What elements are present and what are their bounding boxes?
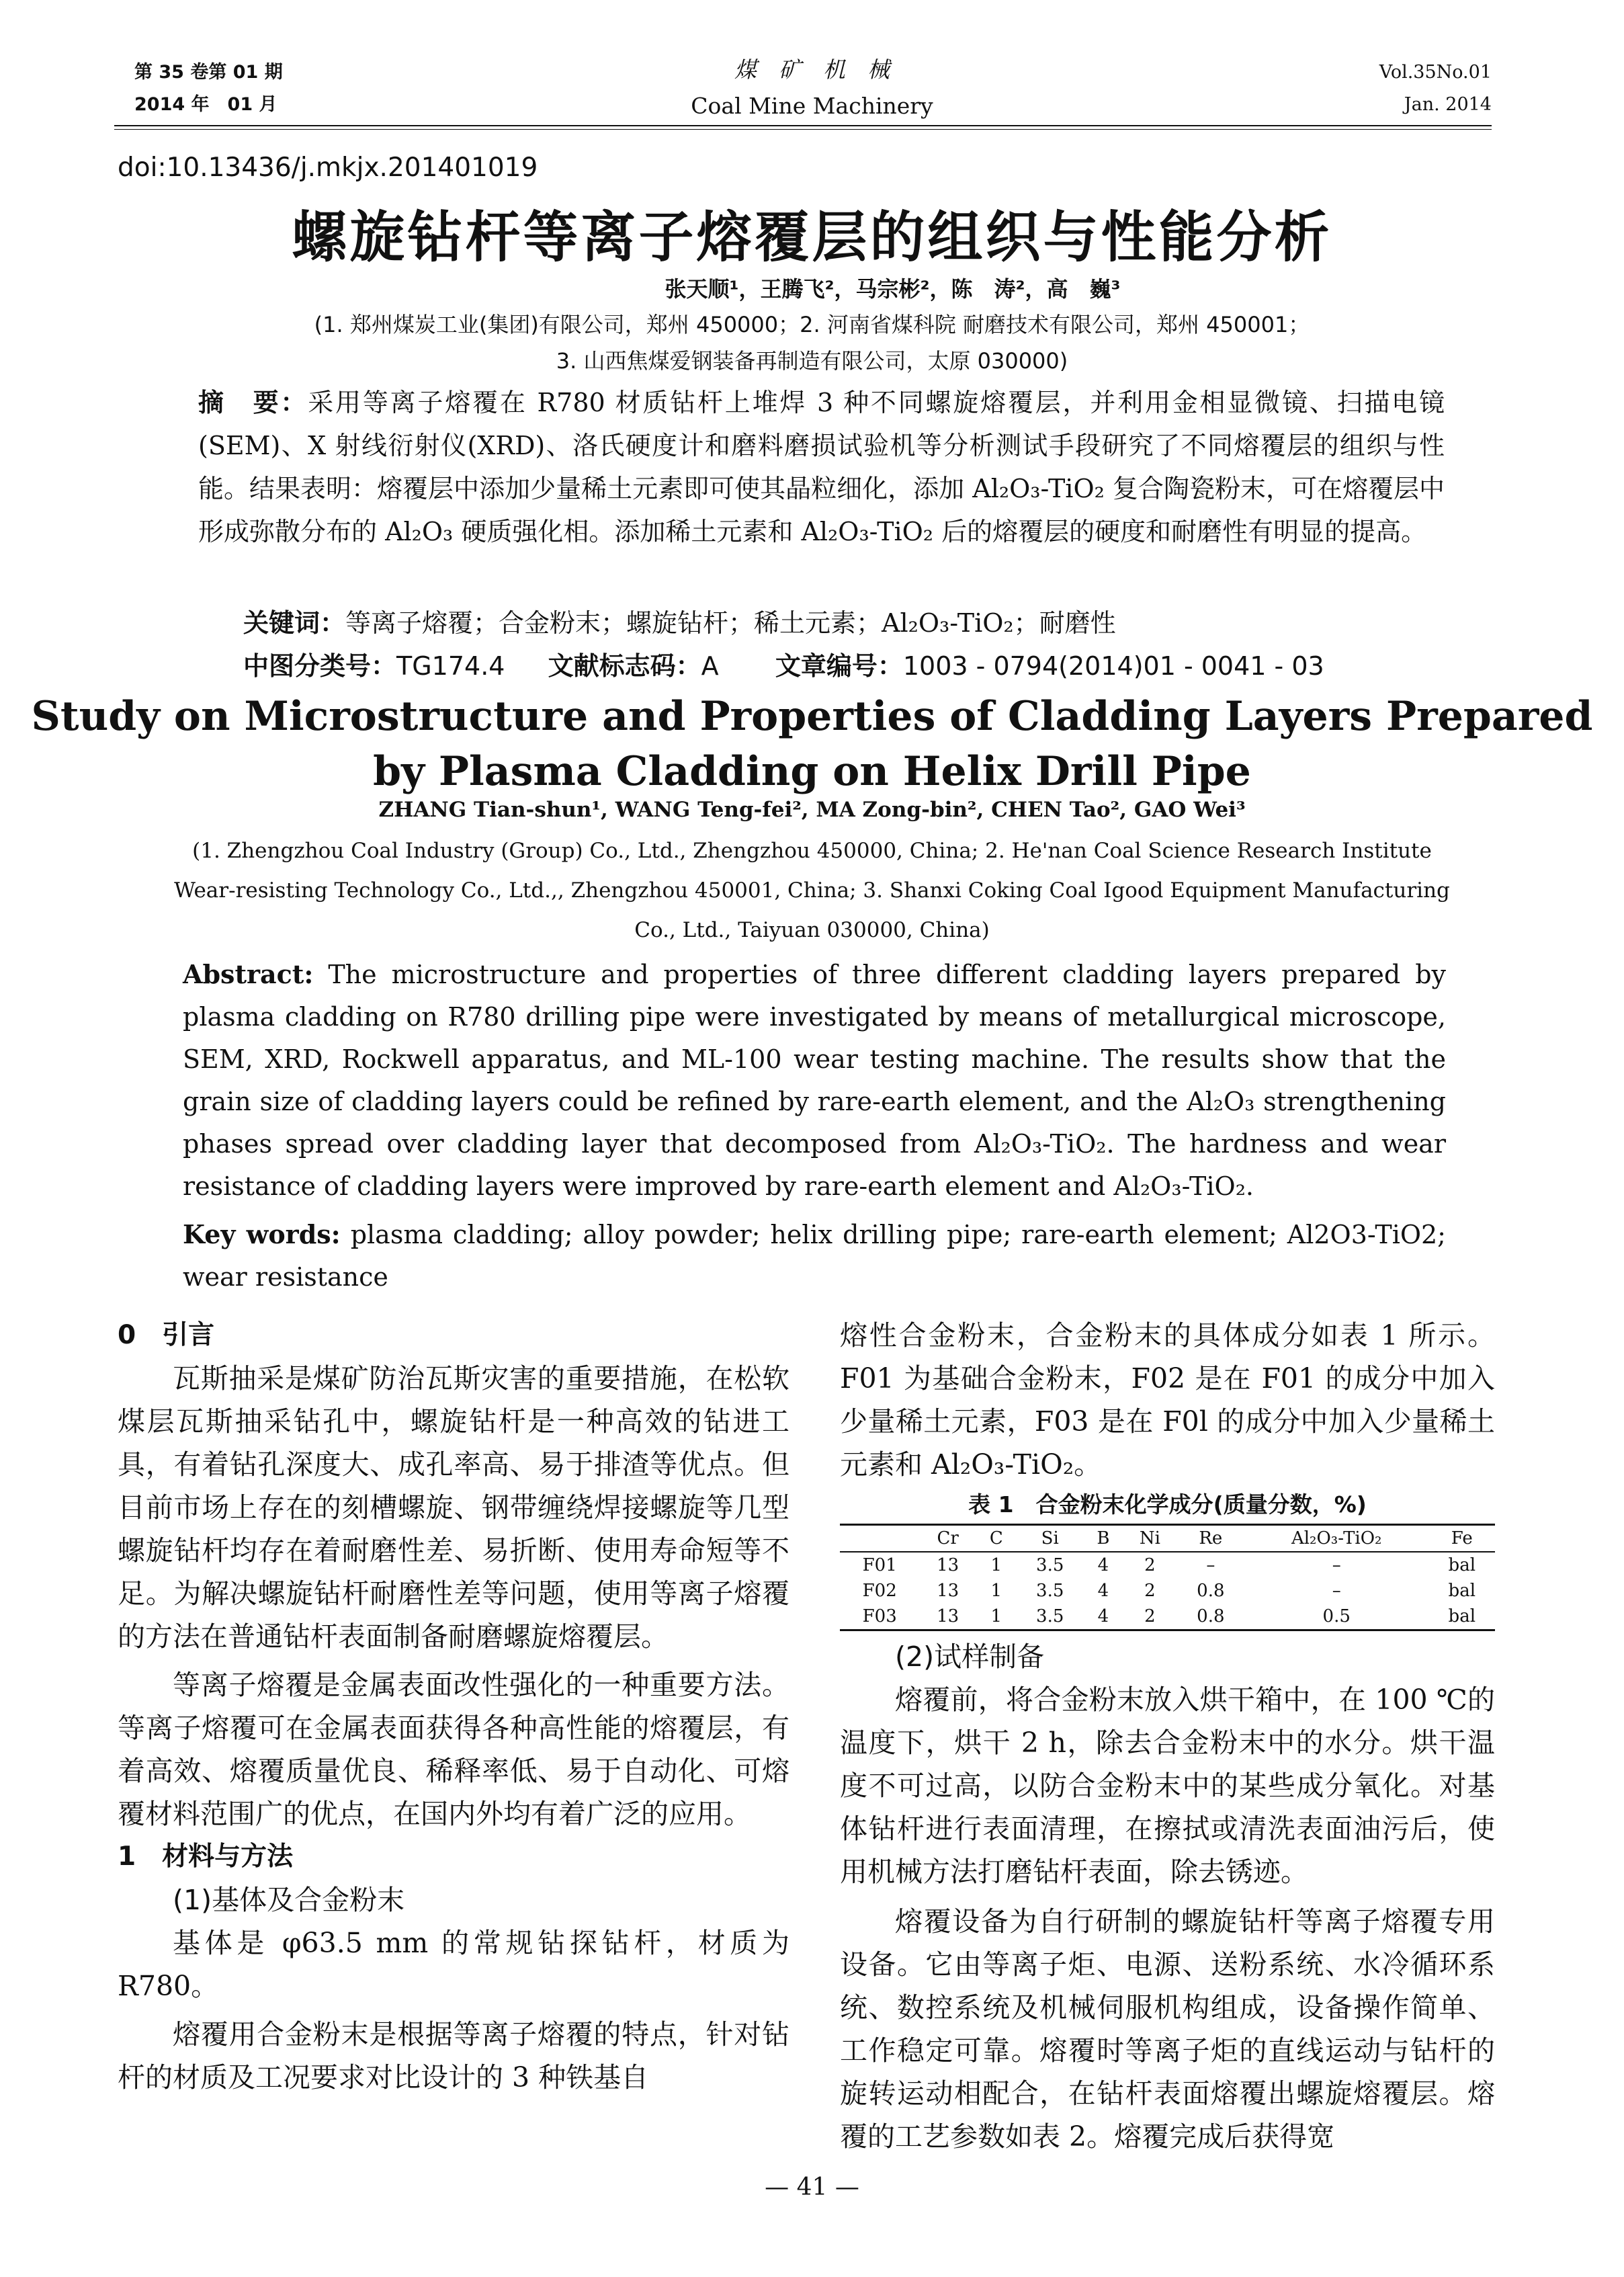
abstract-cn-label: 摘 要： (198, 388, 308, 417)
subsection-1-heading: (1)基体及合金粉末 (173, 1884, 405, 1916)
header-date-cn: 2014 年 01 月 (134, 94, 277, 115)
section-0-heading: 0 引言 (118, 1320, 215, 1350)
table-cell: 3.5 (1017, 1604, 1084, 1630)
table-header-cell: B (1084, 1525, 1123, 1552)
table-cell: 0.8 (1177, 1604, 1244, 1630)
table-cell: bal (1448, 1581, 1476, 1601)
abstract-en (183, 953, 1446, 1298)
table-cell: F01 (862, 1555, 897, 1575)
table-cell: 13 (937, 1555, 959, 1575)
affiliation-en-line-3: Co., Ltd., Taiyuan 030000, China) (634, 918, 990, 942)
doc-code-label: 文献标志码： (548, 651, 701, 681)
table-cell: 0.8 (1197, 1581, 1225, 1601)
paragraph-sample-prep: 熔覆前，将合金粉末放入烘干箱中，在 100 ℃的温度下，烘干 2 h，除去合金粉末中的水分。烘干温度不可过高，以防合金粉末中的某些成分氧化。对基体钻杆进行表面清理，在擦拭或清洗表面油污后，使用机械方法打磨钻杆表面，除去锈迹。 (840, 1684, 1495, 1888)
keywords-en (183, 1213, 1446, 1298)
table-cell: 4 (1084, 1604, 1123, 1630)
table-header-cell: Re (1177, 1525, 1244, 1552)
table-cell: – (1332, 1581, 1341, 1601)
table-cell: F03 (840, 1604, 919, 1630)
header-journal-en: Coal Mine Machinery (691, 93, 933, 119)
authors-en: ZHANG Tian-shun¹, WANG Teng-fei², MA Zong-bin², CHEN Tao², GAO Wei³ (378, 798, 1246, 822)
keywords-cn (243, 602, 1116, 639)
table-header-cell: C (976, 1525, 1017, 1552)
table-cell: 4 (1097, 1555, 1109, 1575)
table-header-cell: Cr (919, 1525, 976, 1552)
table-cell: 3.5 (1036, 1581, 1064, 1601)
clc-label: 中图分类号： (243, 651, 397, 681)
paragraph-intro-2: 等离子熔覆是金属表面改性强化的一种重要方法。等离子熔覆可在金属表面获得各种高性能的熔覆层，有着高效、熔覆质量优良、稀释率低、易于自动化、可熔覆材料范围广的优点，在国内外均有着广泛的应用。 (118, 1669, 789, 1830)
page-number: — 41 — (765, 2174, 859, 2201)
affiliation-en-line-2: Wear-resisting Technology Co., Ltd.,, Zhengzhou 450001, China; 3. Shanxi Coking Coal Igood Equipment Manufacturing (174, 878, 1450, 903)
table-cell: 13 (937, 1581, 959, 1601)
title-en (0, 689, 1624, 799)
table-row (840, 1578, 1495, 1604)
header-rule-thick (114, 125, 1492, 126)
paragraph-powder-continued: 熔性合金粉末，合金粉末的具体成分如表 1 所示。F01 为基础合金粉末，F02 是在 F01 的成分中加入少量稀土元素，F03 是在 F0l 的成分中加入少量稀土元素和 Al₂O₃-TiO₂。 (840, 1319, 1495, 1481)
table-header-cell: Al₂O₃-TiO₂ (1244, 1525, 1429, 1552)
paragraph-equipment: 熔覆设备为自行研制的螺旋钻杆等离子熔覆专用设备。它由等离子炬、电源、送粉系统、水冷循环系统、数控系统及机械伺服机构组成，设备操作简单、工作稳定可靠。熔覆时等离子炬的直线运动与钻杆的旋转运动相配合，在钻杆表面熔覆出螺旋熔覆层。熔覆的工艺参数如表 2。熔覆完成后获得宽 (840, 1905, 1495, 2153)
table-header-cell: Ni (1123, 1525, 1177, 1552)
clc-value: TG174.4 (396, 651, 505, 681)
table-1 (840, 1524, 1495, 1631)
table-row (840, 1552, 1495, 1578)
table-cell: 13 (919, 1604, 976, 1630)
title-en-line-1: Study on Microstructure and Properties of Cladding Layers Prepared (31, 693, 1593, 740)
table-cell: F02 (862, 1581, 897, 1601)
table-cell: 2 (1144, 1581, 1156, 1601)
table-cell: 1 (990, 1581, 1002, 1601)
table-cell: 4 (1097, 1581, 1109, 1601)
doi: doi:10.13436/j.mkjx.201401019 (118, 153, 538, 183)
title-en-line-2: by Plasma Cladding on Helix Drill Pipe (373, 748, 1251, 795)
table-row (840, 1604, 1495, 1630)
paragraph-intro-1: 瓦斯抽采是煤矿防治瓦斯灾害的重要措施，在松软煤层瓦斯抽采钻孔中，螺旋钻杆是一种高效的钻进工具，有着钻孔深度大、成孔率高、易于排渣等优点。但目前市场上存在的刻槽螺旋、钢带缠绕焊接螺旋等几型螺旋钻杆均存在着耐磨性差、易折断、使用寿命短等不足。为解决螺旋钻杆耐磨性差等问题，使用等离子熔覆的方法在普通钻杆表面制备耐磨螺旋熔覆层。 (118, 1362, 789, 1653)
table-header-cell: Si (1017, 1525, 1084, 1552)
authors-cn: 张天顺¹，王腾飞²，马宗彬²，陈 涛²，高 巍³ (665, 276, 1121, 302)
abstract-en-text: The microstructure and properties of three different cladding layers prepared by plasma cladding on R780 drilling pipe were investigated by means of metallurgical microscope, SEM, XRD, Rockwell apparatus, and ML-100 wear testing machine. The results show that the grain size of cladding layers could be refined by rare-earth element, and the Al₂O₃ strengthening phases spread over cladding layer that decomposed from Al₂O₃-TiO₂. The hardness and wear resistance of cladding layers were improved by rare-earth element and Al₂O₃-TiO₂. (183, 960, 1446, 1201)
table-cell: 0.5 (1244, 1604, 1429, 1630)
table-cell: bal (1429, 1604, 1495, 1630)
title-cn: 螺旋钻杆等离子熔覆层的组织与性能分析 (292, 206, 1332, 270)
abstract-cn-text: 采用等离子熔覆在 R780 材质钻杆上堆焊 3 种不同螺旋熔覆层，并利用金相显微镜、扫描电镜(SEM)、X 射线衍射仪(XRD)、洛氏硬度计和磨料磨损试验机等分析测试手段研究了不同熔覆层的组织与性能。结果表明：熔覆层中添加少量稀土元素即可使其晶粒细化，添加 Al₂O₃-TiO₂ 复合陶瓷粉末，可在熔覆层中形成弥散分布的 Al₂O₃ 硬质强化相。添加稀土元素和 Al₂O₃-TiO₂ 后的熔覆层的硬度和耐磨性有明显的提高。 (198, 388, 1445, 546)
article-no-label: 文章编号： (775, 651, 903, 681)
table-cell: – (1332, 1555, 1341, 1575)
table-cell: 2 (1144, 1555, 1156, 1575)
table-header-row (840, 1525, 1495, 1552)
header-volume-issue-en: Vol.35No.01 (1379, 62, 1492, 83)
body-right-column (840, 1314, 1495, 2158)
keywords-cn-label: 关键词： (243, 608, 346, 638)
table-cell: bal (1448, 1555, 1476, 1575)
article-no-value: 1003 - 0794(2014)01 - 0041 - 03 (902, 651, 1324, 681)
doc-code-value: A (701, 651, 719, 681)
paragraph-substrate: 基体是 φ63.5 mm 的常规钻探钻杆，材质为 R780。 (118, 1927, 789, 2002)
table-header-cell (840, 1525, 919, 1552)
body-left-column (118, 1314, 789, 2099)
header-date-en: Jan. 2014 (1404, 94, 1492, 115)
table-cell: 1 (976, 1604, 1017, 1630)
abstract-cn (198, 381, 1445, 553)
table-cell: 3.5 (1036, 1555, 1064, 1575)
affiliation-en-line-1: (1. Zhengzhou Coal Industry (Group) Co., Ltd., Zhengzhou 450000, China; 2. He'nan Coal Science Research Institute (192, 839, 1432, 863)
affiliation-cn-line-1: (1. 郑州煤炭工业(集团)有限公司，郑州 450000；2. 河南省煤科院 耐磨技术有限公司，郑州 450001； (314, 312, 1310, 337)
table-cell: 1 (990, 1555, 1002, 1575)
keywords-en-text: plasma cladding; alloy powder; helix drilling pipe; rare-earth element; Al2O3-TiO2; wear resistance (183, 1220, 1446, 1292)
header-rule-thin (114, 129, 1492, 130)
classification-line (243, 645, 1324, 682)
table-cell: – (1206, 1555, 1215, 1575)
table-1-caption: 表 1 合金粉末化学成分(质量分数，%) (968, 1491, 1367, 1518)
affiliation-cn-line-2: 3. 山西焦煤爱钢装备再制造有限公司，太原 030000) (556, 348, 1068, 374)
paragraph-powder: 熔覆用合金粉末是根据等离子熔覆的特点，针对钻杆的材质及工况要求对比设计的 3 种铁基自 (118, 2018, 789, 2094)
table-cell: 2 (1123, 1604, 1177, 1630)
section-1-heading: 1 材料与方法 (118, 1841, 294, 1872)
keywords-en-label: Key words: (183, 1219, 341, 1249)
subsection-2-heading: (2)试样制备 (895, 1641, 1045, 1673)
table-header-cell: Fe (1429, 1525, 1495, 1552)
header-journal-cn: 煤 矿 机 械 (734, 56, 890, 83)
header-volume-issue-cn: 第 35 卷第 01 期 (134, 62, 283, 83)
keywords-cn-text: 等离子熔覆；合金粉末；螺旋钻杆；稀土元素；Al₂O₃-TiO₂；耐磨性 (345, 608, 1116, 638)
abstract-en-label: Abstract: (183, 959, 314, 989)
